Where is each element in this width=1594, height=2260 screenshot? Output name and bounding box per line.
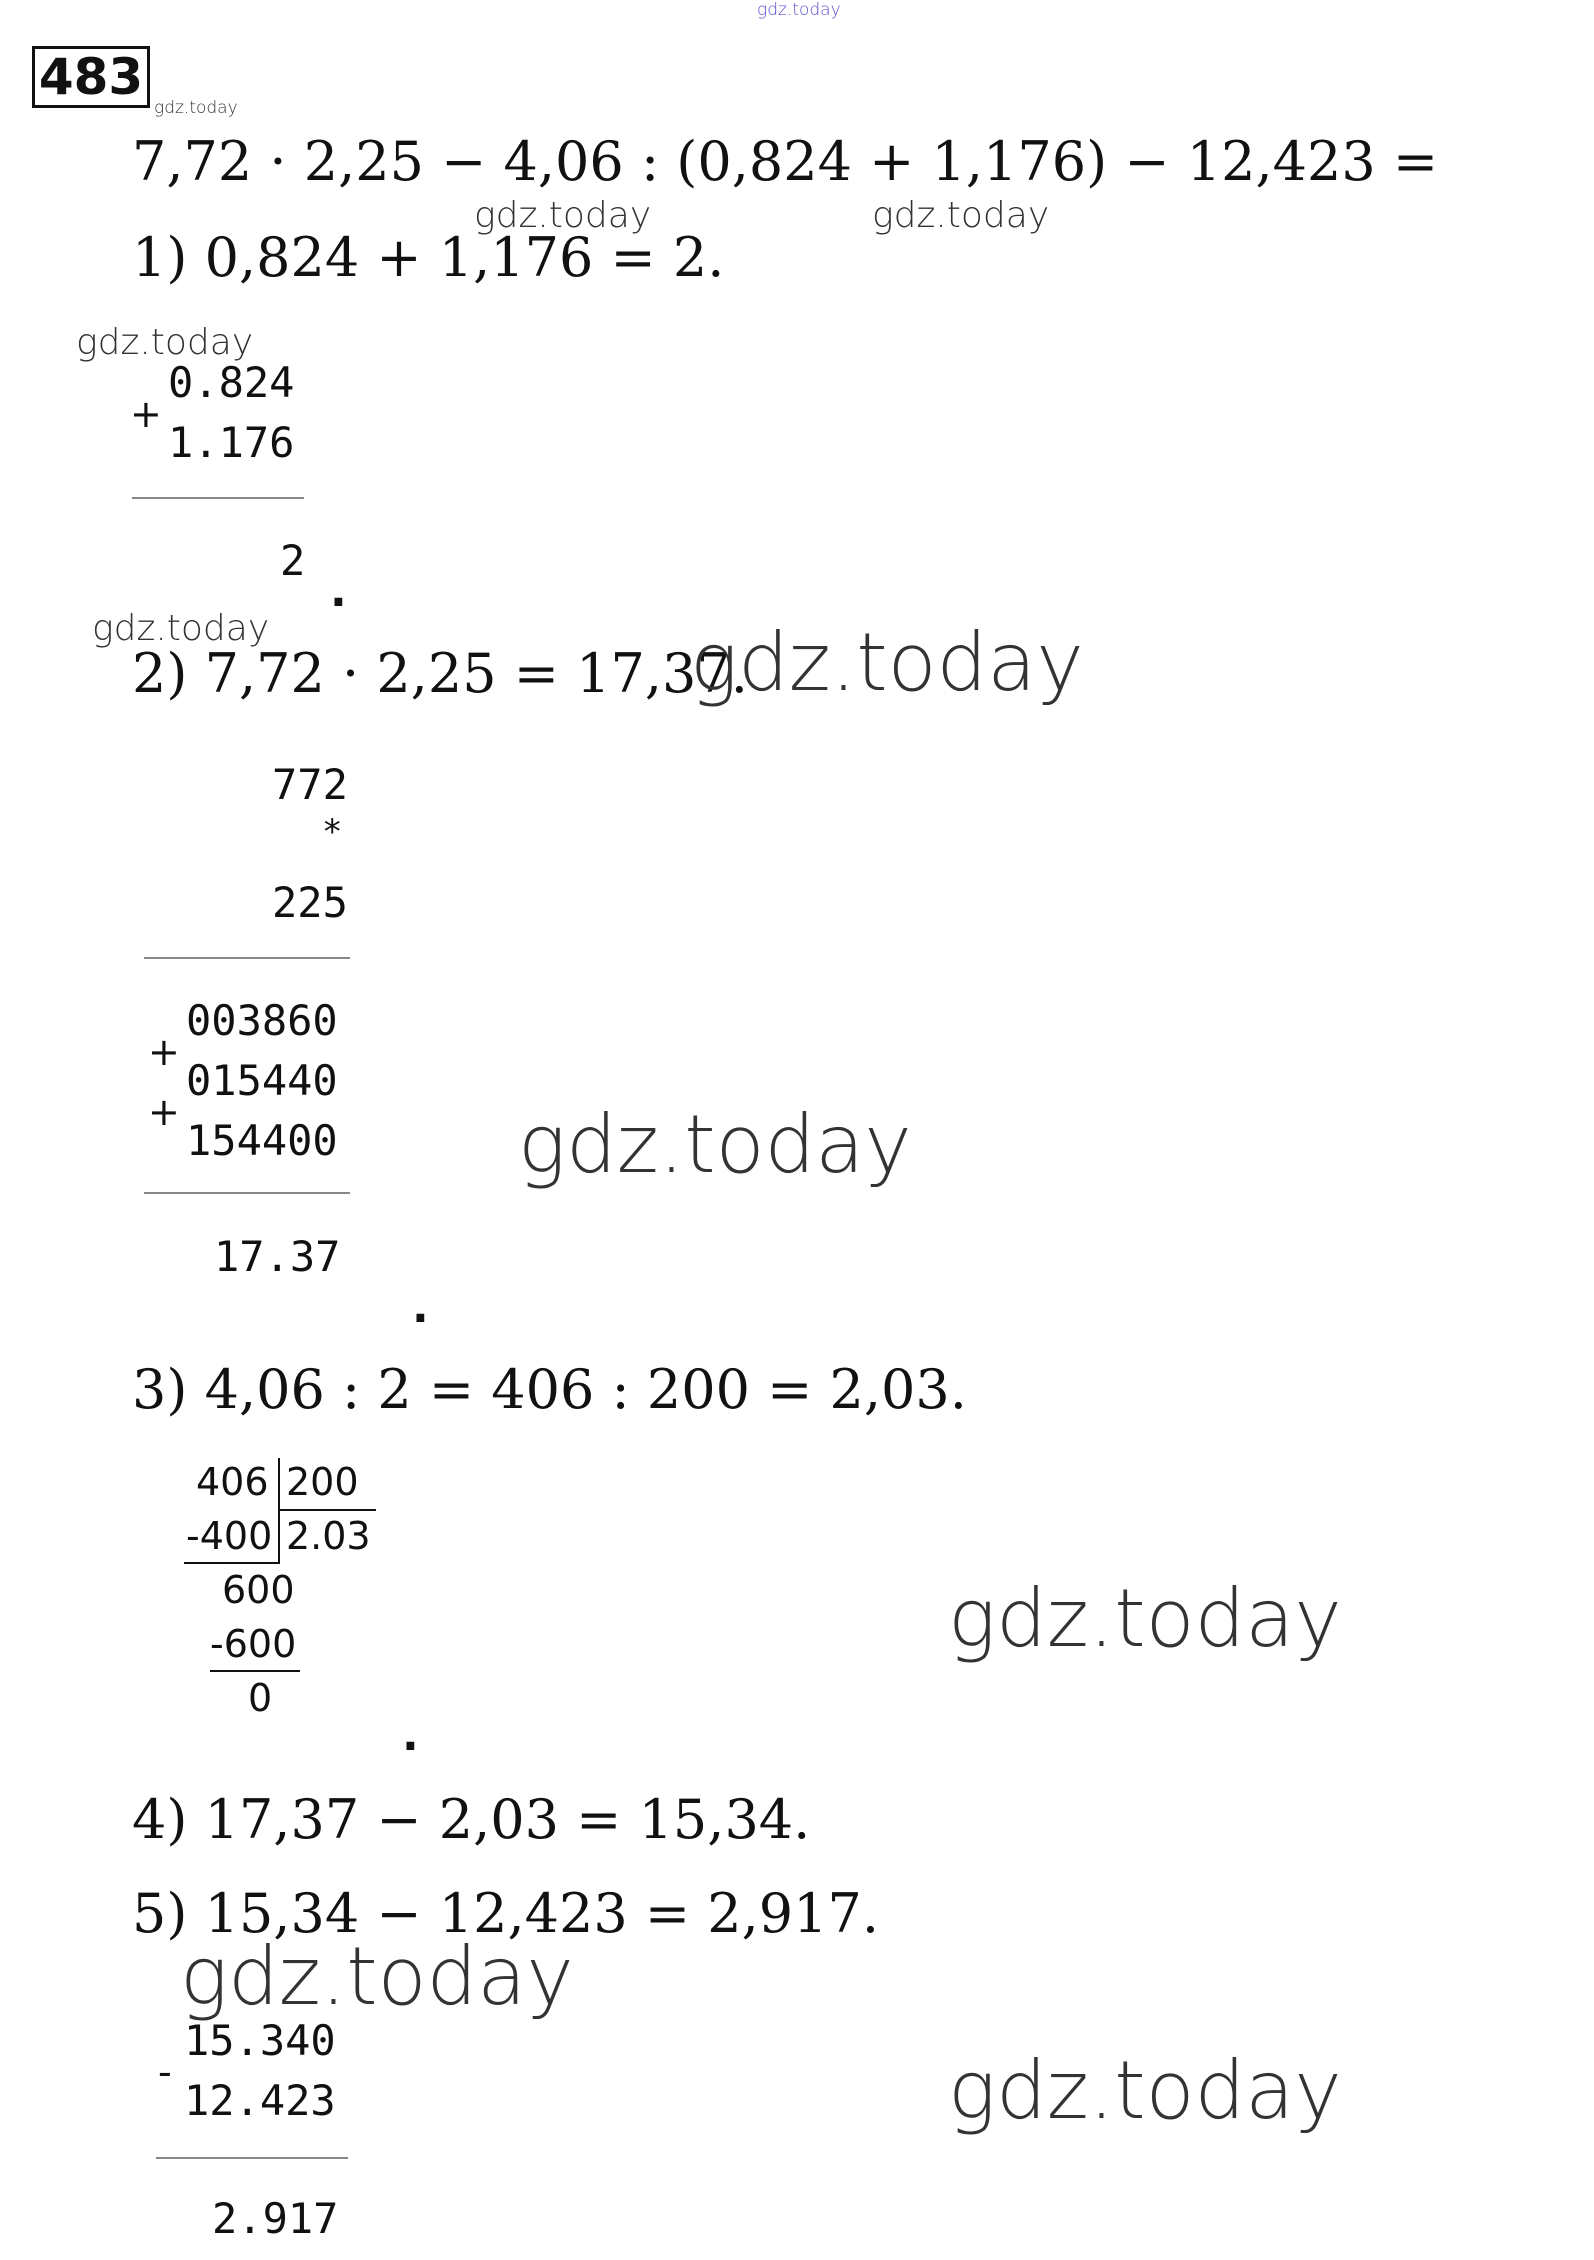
subtraction-result: 2.917: [212, 2194, 339, 2243]
main-expression: 7,72 · 2,25 − 4,06 : (0,824 + 1,176) − 12,423 =: [132, 130, 1439, 193]
subtraction-operand-1: 15.340: [184, 2016, 336, 2065]
division-rule-1: [184, 1562, 278, 1564]
step-3: 3) 4,06 : 2 = 406 : 200 = 2,03.: [132, 1358, 967, 1421]
watermark-large: gdz.today: [948, 2044, 1342, 2137]
step-5: 5) 15,34 − 12,423 = 2,917.: [132, 1882, 880, 1945]
watermark-large: gdz.today: [180, 1930, 574, 2023]
watermark-large: gdz.today: [690, 616, 1084, 709]
problem-number: 483: [32, 46, 150, 108]
partial-product-1: 003860: [186, 996, 338, 1045]
minus-sign: -: [158, 2050, 172, 2094]
division-end-dot: .: [402, 1710, 419, 1761]
division-quotient: 2.03: [286, 1514, 371, 1558]
multiplication-end-dot: .: [412, 1282, 429, 1333]
division-subtrahend-2: -600: [210, 1622, 297, 1666]
multiplication-rule-2: [144, 1192, 350, 1194]
plus-sign: +: [130, 392, 162, 436]
watermark-medium: gdz.today: [76, 322, 254, 363]
watermark-medium: gdz.today: [474, 195, 652, 236]
subtraction-rule: [156, 2157, 348, 2159]
watermark-large: gdz.today: [518, 1098, 912, 1191]
step-4: 4) 17,37 − 2,03 = 15,34.: [132, 1788, 811, 1851]
partial-product-3: 154400: [186, 1116, 338, 1165]
division-remainder-2: 0: [248, 1676, 273, 1720]
addition-result: 2: [280, 536, 306, 585]
step-2: 2) 7,72 · 2,25 = 17,37.: [132, 642, 748, 705]
watermark-medium: gdz.today: [872, 195, 1050, 236]
addition-rule: [132, 497, 304, 499]
watermark-top: gdz.today: [757, 0, 841, 20]
division-rule-2: [210, 1670, 300, 1672]
division-divisor-rule: [280, 1509, 376, 1511]
watermark-small: gdz.today: [154, 98, 238, 118]
multiplication-sign: *: [322, 812, 343, 852]
addition-operand-1: 0.824: [168, 358, 295, 407]
multiplication-operand-2: 225: [272, 878, 348, 927]
partial-product-2: 015440: [186, 1056, 338, 1105]
division-divisor: 200: [286, 1460, 359, 1504]
subtraction-operand-2: 12.423: [184, 2076, 336, 2125]
multiplication-result: 17.37: [214, 1232, 341, 1281]
division-subtrahend-1: -400: [186, 1514, 273, 1558]
addition-operand-2: 1.176: [168, 418, 295, 467]
addition-end-dot: .: [330, 566, 347, 617]
plus-sign: +: [148, 1090, 180, 1134]
division-dividend: 406: [196, 1460, 269, 1504]
multiplication-operand-1: 772: [272, 760, 348, 809]
division-vertical-bar: [278, 1458, 280, 1564]
watermark-large: gdz.today: [948, 1572, 1342, 1665]
watermark-medium: gdz.today: [92, 608, 270, 649]
multiplication-rule-1: [144, 957, 350, 959]
step-1: 1) 0,824 + 1,176 = 2.: [132, 226, 725, 289]
division-remainder-1: 600: [222, 1568, 295, 1612]
plus-sign: +: [148, 1030, 180, 1074]
